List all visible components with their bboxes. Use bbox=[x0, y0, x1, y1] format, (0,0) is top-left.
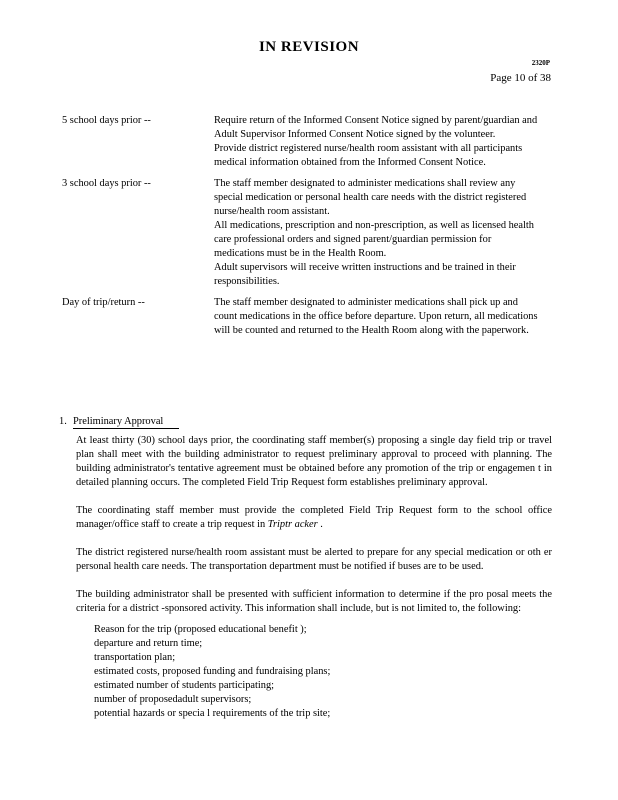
schedule-row bbox=[62, 296, 542, 338]
preliminary-approval-section bbox=[59, 415, 559, 721]
schedule-item bbox=[62, 114, 542, 142]
list-item-text: potential hazards or specia l requirements of the trip site; bbox=[94, 708, 331, 719]
schedule-item bbox=[62, 177, 542, 219]
schedule-item-text: Provide district registered nurse/health room assistant with all participants medical information obtained from the Informed Consent Notice. bbox=[214, 143, 523, 168]
paragraph-text: . bbox=[317, 519, 323, 530]
required-information-list bbox=[76, 623, 559, 721]
paragraph: At least thirty (30) school days prior, the coordinating staff member(s) proposing a single day field trip or travel plan shall meet with the building administrator to request preliminary approval to proceed with planning. The building administrator's tentative agreement must be obtained before any promotion of the trip or engagemen t in detailed planning occurs. The completed Field Trip Request form establishes preliminary approval. bbox=[76, 435, 552, 488]
schedule-item-text: Require return of the Informed Consent Notice signed by parent/guardian and Adult Supervisor Informed Consent Notice signed by the volunteer. bbox=[214, 115, 538, 140]
paragraph-text: The coordinating staff member must provide the completed Field Trip Request form to the school office manager/office staff to create a trip request in bbox=[76, 505, 552, 530]
list-item bbox=[76, 693, 559, 707]
page-number: Page 10 of 38 bbox=[490, 72, 551, 84]
triptracker-name: Triptr acker bbox=[267, 519, 318, 530]
list-item bbox=[76, 679, 559, 693]
list-item-text: transportation plan; bbox=[94, 652, 176, 663]
schedule-row bbox=[62, 177, 542, 289]
document-number: 2320P bbox=[531, 59, 550, 67]
schedule-item-text: Adult supervisors will receive written instructions and be trained in their responsibilities. bbox=[214, 262, 516, 287]
list-item bbox=[76, 637, 559, 651]
schedule-item bbox=[62, 142, 542, 170]
list-item-text: estimated costs, proposed funding and fundraising plans; bbox=[94, 666, 331, 677]
list-item-text: number of proposedadult supervisors; bbox=[94, 694, 252, 705]
page-title: IN REVISION bbox=[258, 39, 360, 55]
medication-schedule bbox=[62, 114, 542, 338]
schedule-item bbox=[62, 261, 542, 289]
schedule-row-label: Day of trip/return -- bbox=[62, 297, 145, 308]
schedule-item-text: The staff member designated to administer medications shall pick up and count medications in the office before departure. Upon return, all medications will be counted and returned to the Health Room along with the paperwork. bbox=[214, 297, 538, 336]
list-item-text: estimated number of students participating; bbox=[94, 680, 275, 691]
list-item-text: departure and return time; bbox=[94, 638, 203, 649]
paragraph: The district registered nurse/health room assistant must be alerted to prepare for any special medication or oth er personal health care needs. The transportation department must be notified if buses are to be used. bbox=[76, 547, 552, 572]
list-item bbox=[76, 651, 559, 665]
schedule-item-text: The staff member designated to administer medications shall review any special medication or personal health care needs with the district registered nurse/health room assistant. bbox=[214, 178, 527, 217]
list-item-text: Reason for the trip (proposed educational benefit ); bbox=[94, 624, 307, 635]
schedule-row-label: 5 school days prior -- bbox=[62, 115, 151, 126]
section-number: 1. bbox=[59, 416, 67, 427]
list-item bbox=[76, 623, 559, 637]
schedule-item-text: All medications, prescription and non-prescription, as well as licensed health care professional orders and signed parent/guardian permission for medications must be in the Health Room. bbox=[214, 220, 534, 259]
schedule-row-label: 3 school days prior -- bbox=[62, 178, 151, 189]
section-heading bbox=[59, 415, 559, 429]
list-item bbox=[76, 707, 559, 721]
paragraph: The building administrator shall be presented with sufficient information to determine if the pro posal meets the criteria for a district -sponsored activity. This information shall include, but is not limited to, the following: bbox=[76, 589, 552, 614]
paragraph bbox=[76, 504, 552, 532]
list-item bbox=[76, 665, 559, 679]
schedule-row bbox=[62, 114, 542, 170]
schedule-item bbox=[62, 219, 542, 261]
schedule-item bbox=[62, 296, 542, 338]
section-title: Preliminary Approval bbox=[73, 416, 179, 429]
